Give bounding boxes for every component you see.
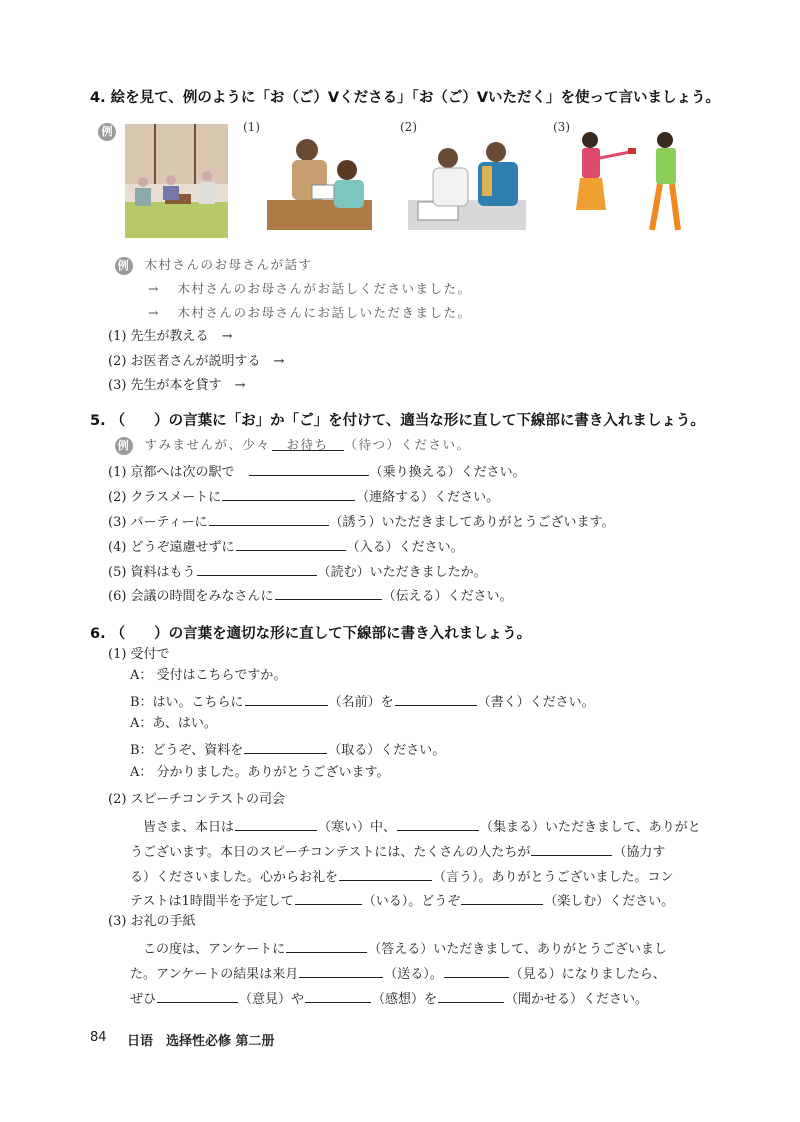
text-segment: （送る）。 xyxy=(384,967,443,982)
answer-blank[interactable] xyxy=(209,511,329,526)
text-segment: （書く）ください。 xyxy=(477,695,595,710)
part2-heading: (2) スピーチコンテストの司会 xyxy=(108,792,285,807)
example-answer: 木村さんのお母さんにお話しいただきました。 xyxy=(177,305,472,320)
answer-blank[interactable] xyxy=(197,561,317,576)
answer-blank[interactable] xyxy=(397,816,479,831)
answer-blank[interactable] xyxy=(235,816,317,831)
page-number: 84 xyxy=(90,1030,107,1045)
ex4-item-1: (1) 先生が教える → xyxy=(108,329,233,344)
text-segment: （入る）ください。 xyxy=(346,540,464,555)
illustration-doctor-explaining xyxy=(408,140,526,236)
example-prompt: 木村さんのお母さんが話す xyxy=(144,257,313,272)
text-segment: （言う）。ありがとうございました。コン xyxy=(433,870,674,885)
book-title: 日语 选择性必修 第二册 xyxy=(127,1034,275,1049)
text-segment: A： 分かりました。ありがとうございます。 xyxy=(130,765,390,780)
text-segment: （見る）になりましたら、 xyxy=(509,967,666,982)
illustration-lending-book xyxy=(570,130,700,240)
text-segment: ぜひ xyxy=(130,992,157,1007)
text-segment: A：あ、はい。 xyxy=(130,716,217,731)
paragraph-line xyxy=(130,841,665,862)
text-segment: (1) 京都へは次の駅で xyxy=(108,465,248,480)
illustration-teacher-student xyxy=(262,130,377,238)
ex5-item-5 xyxy=(108,561,487,582)
ex5-example xyxy=(115,436,471,455)
answer-blank[interactable] xyxy=(286,938,367,953)
text-segment: （集まる）いただきまして、ありがと xyxy=(480,820,701,835)
answer-blank[interactable] xyxy=(339,866,432,881)
answer-blank[interactable] xyxy=(244,739,327,754)
text-segment: （聞かせる）ください。 xyxy=(505,992,649,1007)
answer-blank[interactable] xyxy=(245,691,328,706)
exercise-6-title: 6. （ ）の言葉を適切な形に直して下線部に書き入れましょう。 xyxy=(90,626,532,642)
paragraph-line xyxy=(130,866,674,887)
answer-blank[interactable] xyxy=(236,536,346,551)
text-segment: （読む）いただきましたか。 xyxy=(317,565,487,580)
text-segment: (6) 会議の時間をみなさんに xyxy=(108,589,274,604)
ex5-item-6 xyxy=(108,585,513,606)
example-illustration-tatami-room xyxy=(125,124,228,238)
text-segment: た。アンケートの結果は来月 xyxy=(130,967,299,982)
text-segment: （寒い）中、 xyxy=(318,820,397,835)
answer-blank[interactable] xyxy=(157,988,238,1003)
dialog-line xyxy=(130,667,286,685)
text-segment: （意見）や xyxy=(239,992,305,1007)
answer-blank[interactable] xyxy=(299,963,383,978)
dialog-line xyxy=(130,691,595,712)
answer-blank[interactable]: お待ち xyxy=(272,436,344,451)
text-segment: （答える）いただきまして、ありがとうございまし xyxy=(368,942,667,957)
dialog-line xyxy=(130,715,217,733)
answer-blank[interactable] xyxy=(249,461,369,476)
answer-blank[interactable] xyxy=(438,988,504,1003)
text-segment: A： 受付はこちらですか。 xyxy=(130,668,287,683)
paragraph-line xyxy=(130,988,648,1009)
dialog-line xyxy=(130,739,445,760)
ex4-example-answer-1 xyxy=(148,280,471,298)
text-segment: る）くださいました。心からお礼を xyxy=(130,870,339,885)
example-badge: 例 xyxy=(98,123,116,141)
part3-heading: (3) お礼の手紙 xyxy=(108,914,196,929)
text-segment: （取る）ください。 xyxy=(328,743,446,758)
ex5-item-3 xyxy=(108,511,614,532)
text-segment: （名前）を xyxy=(328,695,394,710)
text-segment: 皆さま、本日は xyxy=(130,820,235,835)
example-sentence xyxy=(144,437,470,452)
exercise-4-title: 4. 絵を見て、例のように「お（ご）Vくださる」「お（ご）Vいただく」を使って言いましょう。 xyxy=(90,90,721,106)
ex4-example-prompt-line xyxy=(115,256,313,275)
ex5-item-4 xyxy=(108,536,464,557)
text-segment: (3) パーティーに xyxy=(108,515,208,530)
figure-label-2: (2) xyxy=(400,120,417,134)
text-segment: （伝える）ください。 xyxy=(382,589,513,604)
paragraph-line xyxy=(130,890,674,911)
answer-blank[interactable] xyxy=(461,890,543,905)
example-badge: 例 xyxy=(115,437,133,455)
arrow-icon: → xyxy=(148,305,160,320)
ex4-item-3: (3) 先生が本を貸す → xyxy=(108,378,246,393)
example-badge-figure xyxy=(98,120,116,141)
text-segment: （感想）を xyxy=(372,992,438,1007)
text-segment: (2) クラスメートに xyxy=(108,490,222,505)
answer-blank[interactable] xyxy=(305,988,371,1003)
paragraph-line xyxy=(130,938,667,959)
text-segment: （待つ）ください。 xyxy=(344,437,471,452)
text-segment: B：どうぞ、資料を xyxy=(130,743,244,758)
answer-blank[interactable] xyxy=(222,486,355,501)
text-segment: すみませんが、少々 xyxy=(144,437,271,452)
part1-heading: (1) 受付で xyxy=(108,647,170,662)
answer-blank[interactable] xyxy=(295,890,362,905)
text-segment: テストは1時間半を予定して xyxy=(130,894,294,909)
text-segment: (4) どうぞ遠慮せずに xyxy=(108,540,235,555)
text-segment: （誘う）いただきましてありがとうございます。 xyxy=(329,515,615,530)
text-segment: （連絡する）ください。 xyxy=(356,490,500,505)
arrow-icon: → xyxy=(148,281,160,296)
answer-blank[interactable] xyxy=(444,963,509,978)
paragraph-line xyxy=(130,963,666,984)
text-segment: (5) 資料はもう xyxy=(108,565,196,580)
text-segment: （楽しむ）ください。 xyxy=(544,894,675,909)
paragraph-line xyxy=(130,816,701,837)
text-segment: （いる）。どうぞ xyxy=(362,894,461,909)
ex5-item-1 xyxy=(108,461,526,482)
ex5-item-2 xyxy=(108,486,499,507)
ex4-item-2: (2) お医者さんが説明する → xyxy=(108,354,285,369)
answer-blank[interactable] xyxy=(275,585,382,600)
figure-label-1: (1) xyxy=(243,120,260,134)
ex4-example-answer-2 xyxy=(148,304,471,322)
example-badge: 例 xyxy=(115,257,133,275)
exercise-5-title: 5. （ ）の言葉に「お」か「ご」を付けて、適当な形に直して下線部に書き入れましょう。 xyxy=(90,413,705,429)
dialog-line xyxy=(130,764,389,782)
example-answer: 木村さんのお母さんがお話しくださいました。 xyxy=(177,281,472,296)
answer-blank[interactable] xyxy=(395,691,477,706)
text-segment: うございます。本日のスピーチコンテストには、たくさんの人たちが xyxy=(130,845,531,860)
text-segment: （乗り換える）ください。 xyxy=(369,465,526,480)
answer-blank[interactable] xyxy=(531,841,612,856)
text-segment: （協力す xyxy=(613,845,666,860)
text-segment: この度は、アンケートに xyxy=(130,942,286,957)
text-segment: B：はい。こちらに xyxy=(130,695,244,710)
figure-label-3: (3) xyxy=(553,120,570,134)
